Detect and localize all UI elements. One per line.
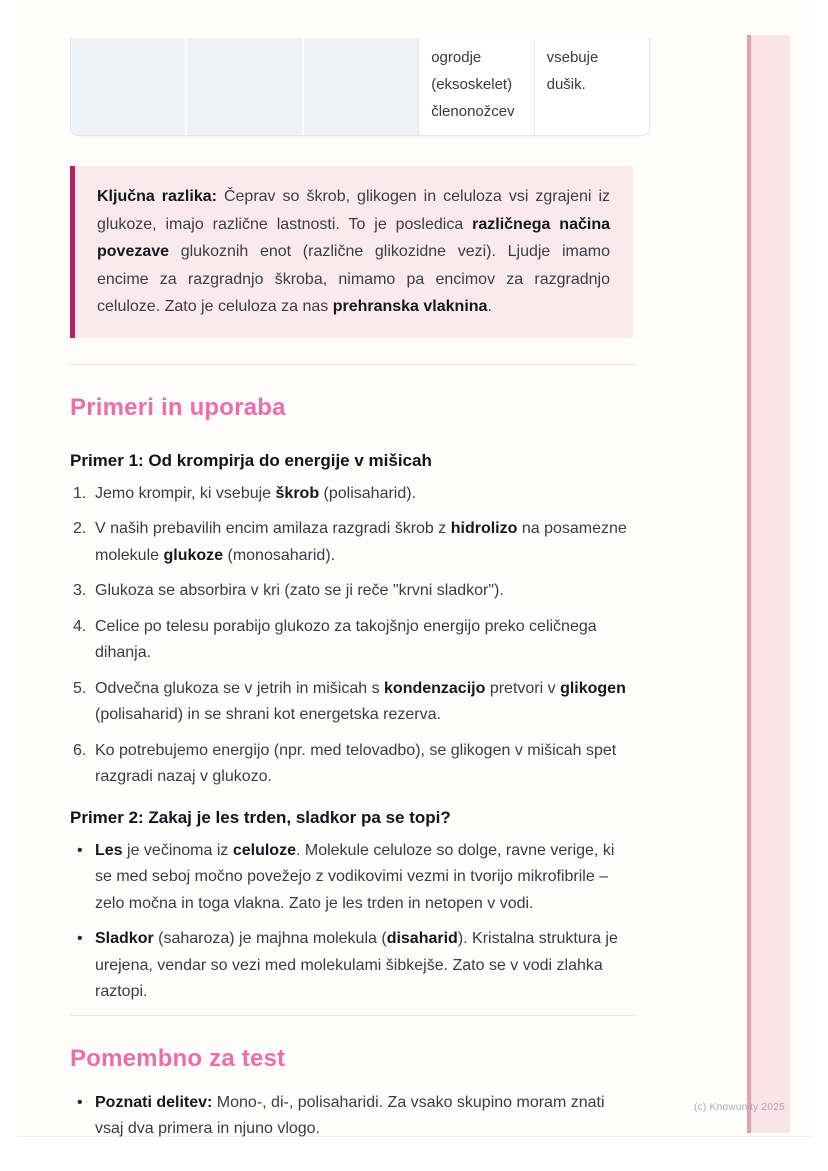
list-item: V naših prebavilih encim amilaza razgradi škrob z hidrolizo na posamezne molekule glukoze (monosaharid). xyxy=(95,520,627,564)
subheading-primer2: Primer 2: Zakaj je les trden, sladkor pa se topi? xyxy=(70,807,451,827)
list-item: Celice po telesu porabijo glukozo za takojšnjo energijo preko celičnega dihanja. xyxy=(95,617,597,661)
document-content xyxy=(70,0,635,1152)
pomembno-points-list xyxy=(70,1090,635,1143)
continuation-table xyxy=(70,38,650,136)
table-cell-empty-1 xyxy=(71,38,185,135)
page-edge-ribbon xyxy=(747,35,790,1133)
table-cell-empty-2 xyxy=(185,38,301,135)
list-item: Odvečna glukoza se v jetrih in mišicah s kondenzacijo pretvori v glikogen (polisaharid) in se shrani kot energetska rezerva. xyxy=(95,679,626,723)
list-item: Jemo krompir, ki vsebuje škrob (polisaharid). xyxy=(95,484,417,502)
subheading-primer1: Primer 1: Od krompirja do energije v mišicah xyxy=(70,450,432,470)
list-item: Glukoza se absorbira v kri (zato se ji reče "krvni sladkor"). xyxy=(95,582,504,599)
section-heading-primeri: Primeri in uporaba xyxy=(70,393,286,421)
section-divider xyxy=(70,364,635,365)
section-heading-pomembno: Pomembno za test xyxy=(70,1044,286,1072)
section-divider xyxy=(70,1015,635,1016)
primer1-steps-list xyxy=(70,481,635,791)
list-item: • Les je večinoma iz celuloze. Molekule celuloze so dolge, ravne verige, ki se med seboj močno povežejo z vodikovimi vezmi in tvorijo mikrofibrile – zelo močna in toga vlakna. Zato je les trden in netopen v vodi. xyxy=(70,838,635,918)
callout-text: Ključna razlika: Čeprav so škrob, glikogen in celuloza vsi zgrajeni iz glukoze, imajo različne lastnosti. To je posledica različnega načina povezave glukoznih enot (različne glikozidne vezi). Ljudje imamo encime za razgradnjo škroba, nimamo pa encimov za razgradnjo celuloze. Zato je celuloza za nas prehranska vlaknina. xyxy=(97,188,611,315)
list-item: • Poznati delitev: Mono-, di-, polisaharidi. Za vsako skupino moram znati vsaj dva primera in njuno vlogo. xyxy=(70,1090,635,1143)
key-difference-callout xyxy=(70,166,633,338)
table-cell-vsebuje: vsebuje dušik. xyxy=(534,38,649,135)
table-cell-ogrodje: ogrodje (eksoskelet) členonožcev xyxy=(418,38,533,135)
list-item: • Sladkor (saharoza) je majhna molekula (disaharid). Kristalna struktura je urejena, vendar so vezi med molekulami šibkejše. Zato se v vodi zlahka raztopi. xyxy=(70,926,635,1006)
watermark: (c) Knowunity 2025 xyxy=(693,1102,785,1113)
table-cell-empty-3 xyxy=(302,38,418,135)
primer2-points-list xyxy=(70,838,635,1006)
list-item: Ko potrebujemo energijo (npr. med telovadbo), se glikogen v mišicah spet razgradi nazaj v glukozo. xyxy=(95,741,617,785)
